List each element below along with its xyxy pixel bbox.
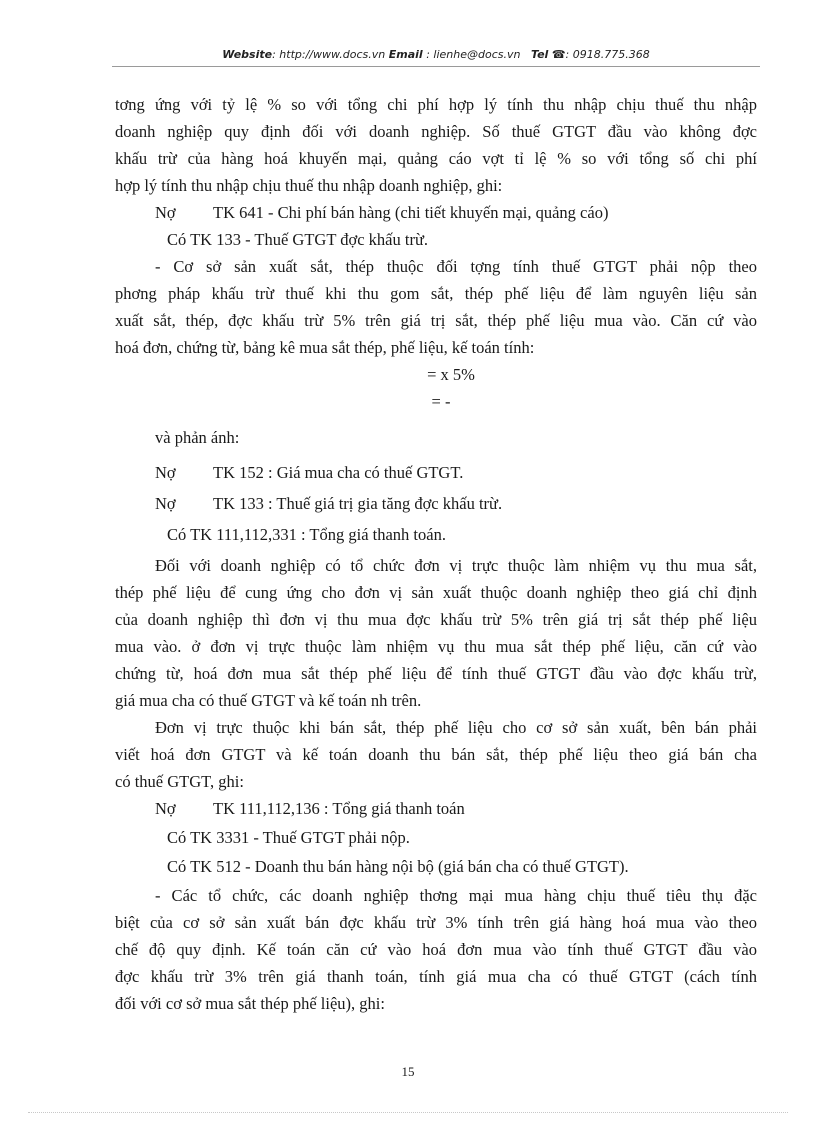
debit-label: Nợ: [155, 463, 176, 482]
paragraph-line: và phản ánh:: [155, 428, 240, 447]
tel-value: : 0918.775.368: [565, 48, 650, 61]
paragraph-line: mua vào. ở đơn vị trực thuộc làm nhiệm vụ thu mua sắt thép phế liệu, căn cứ vào: [115, 637, 757, 656]
paragraph-line: phơng pháp khấu trừ thuế khi thu gom sắt, thép phế liệu để làm nguyên liệu sản: [115, 284, 757, 303]
paragraph-line: thép phế liệu để cung ứng cho đơn vị sản xuất thuộc doanh nghiệp theo giá chỉ định: [115, 583, 757, 602]
page-header: [112, 48, 760, 61]
email-value: : lienhe@docs.vn: [426, 48, 521, 61]
formula-line: = x 5%: [427, 365, 475, 384]
debit-label: Nợ: [155, 203, 176, 222]
journal-entry-credit: Có TK 111,112,331 : Tổng giá thanh toán.: [167, 525, 446, 544]
paragraph-line: hợp lý tính thu nhập chịu thuế thu nhập doanh nghiệp, ghi:: [115, 176, 503, 195]
paragraph-line: khấu trừ của hàng hoá khuyến mại, quảng cáo vợt tỉ lệ % so với tổng số chi phí: [115, 149, 757, 168]
paragraph-line: hoá đơn, chứng từ, bảng kê mua sắt thép, phế liệu, kế toán tính:: [115, 338, 535, 357]
page-number: 15: [401, 1064, 415, 1079]
paragraph-line: - Các tổ chức, các doanh nghiệp thơng mại mua hàng chịu thuế tiêu thụ đặc: [155, 886, 757, 905]
phone-icon: ☎: [551, 48, 566, 61]
journal-entry-debit: [155, 200, 797, 226]
paragraph-line: chế độ quy định. Kế toán căn cứ vào hoá đơn mua vào tính thuế GTGT đầu vào: [115, 940, 757, 959]
paragraph-line: của doanh nghiệp thì đơn vị thu mua đợc khấu trừ 5% trên giá trị sắt thép phế liệu: [115, 610, 757, 629]
debit-account: TK 111,112,136 : Tổng giá thanh toán: [213, 799, 465, 818]
website-label: Website: [222, 48, 273, 61]
header-divider: [112, 66, 760, 67]
journal-entry-debit: [155, 460, 797, 486]
paragraph-line: có thuế GTGT, ghi:: [115, 772, 244, 791]
email-label: Email: [388, 48, 423, 61]
footer-divider: [28, 1112, 788, 1113]
formula-line: = -: [431, 392, 451, 411]
paragraph-line: chứng từ, hoá đơn mua sắt thép phế liệu để tính thuế GTGT đầu vào đợc khấu trừ,: [115, 664, 757, 683]
website-value: : http://www.docs.vn: [272, 48, 386, 61]
journal-entry-credit: Có TK 133 - Thuế GTGT đợc khấu trừ.: [167, 230, 429, 249]
debit-account: TK 133 : Thuế giá trị gia tăng đợc khấu trừ.: [213, 494, 503, 513]
tel-label: Tel: [530, 48, 549, 61]
debit-label: Nợ: [155, 799, 176, 818]
paragraph-line: xuất sắt, thép, đợc khấu trừ 5% trên giá trị sắt, thép phế liệu mua vào. Căn cứ vào: [115, 311, 757, 330]
journal-entry-credit: Có TK 3331 - Thuế GTGT phải nộp.: [167, 828, 410, 847]
paragraph-line: đối với cơ sở mua sắt thép phế liệu), ghi:: [115, 994, 385, 1013]
debit-account: TK 641 - Chi phí bán hàng (chi tiết khuyến mại, quảng cáo): [213, 203, 609, 222]
paragraph-line: doanh nghiệp quy định đối với doanh nghiệp. Số thuế GTGT đầu vào không đợc: [115, 122, 757, 141]
journal-entry-debit: [155, 491, 797, 517]
debit-label: Nợ: [155, 494, 176, 513]
paragraph-line: giá mua cha có thuế GTGT và kế toán nh trên.: [115, 691, 422, 710]
paragraph-line: tơng ứng với tỷ lệ % so với tổng chi phí hợp lý tính thu nhập chịu thuế thu nhập: [115, 95, 757, 114]
journal-entry-debit: [155, 796, 797, 822]
journal-entry-credit: Có TK 512 - Doanh thu bán hàng nội bộ (giá bán cha có thuế GTGT).: [167, 857, 629, 876]
paragraph-line: Đơn vị trực thuộc khi bán sắt, thép phế liệu cho cơ sở sản xuất, bên bán phải: [155, 718, 757, 737]
paragraph-line: - Cơ sở sản xuất sắt, thép thuộc đối tợng tính thuế GTGT phải nộp theo: [155, 257, 757, 276]
debit-account: TK 152 : Giá mua cha có thuế GTGT.: [213, 463, 464, 482]
paragraph-line: Đối với doanh nghiệp có tổ chức đơn vị trực thuộc làm nhiệm vụ thu mua sắt,: [155, 556, 757, 575]
paragraph-line: biệt của cơ sở sản xuất bán đợc khấu trừ 3% tính trên giá hàng hoá mua vào theo: [115, 913, 757, 932]
paragraph-line: đợc khấu trừ 3% trên giá thanh toán, tính giá mua cha có thuế GTGT (cách tính: [115, 967, 757, 986]
paragraph-line: viết hoá đơn GTGT và kế toán doanh thu bán sắt, thép phế liệu theo giá bán cha: [115, 745, 757, 764]
